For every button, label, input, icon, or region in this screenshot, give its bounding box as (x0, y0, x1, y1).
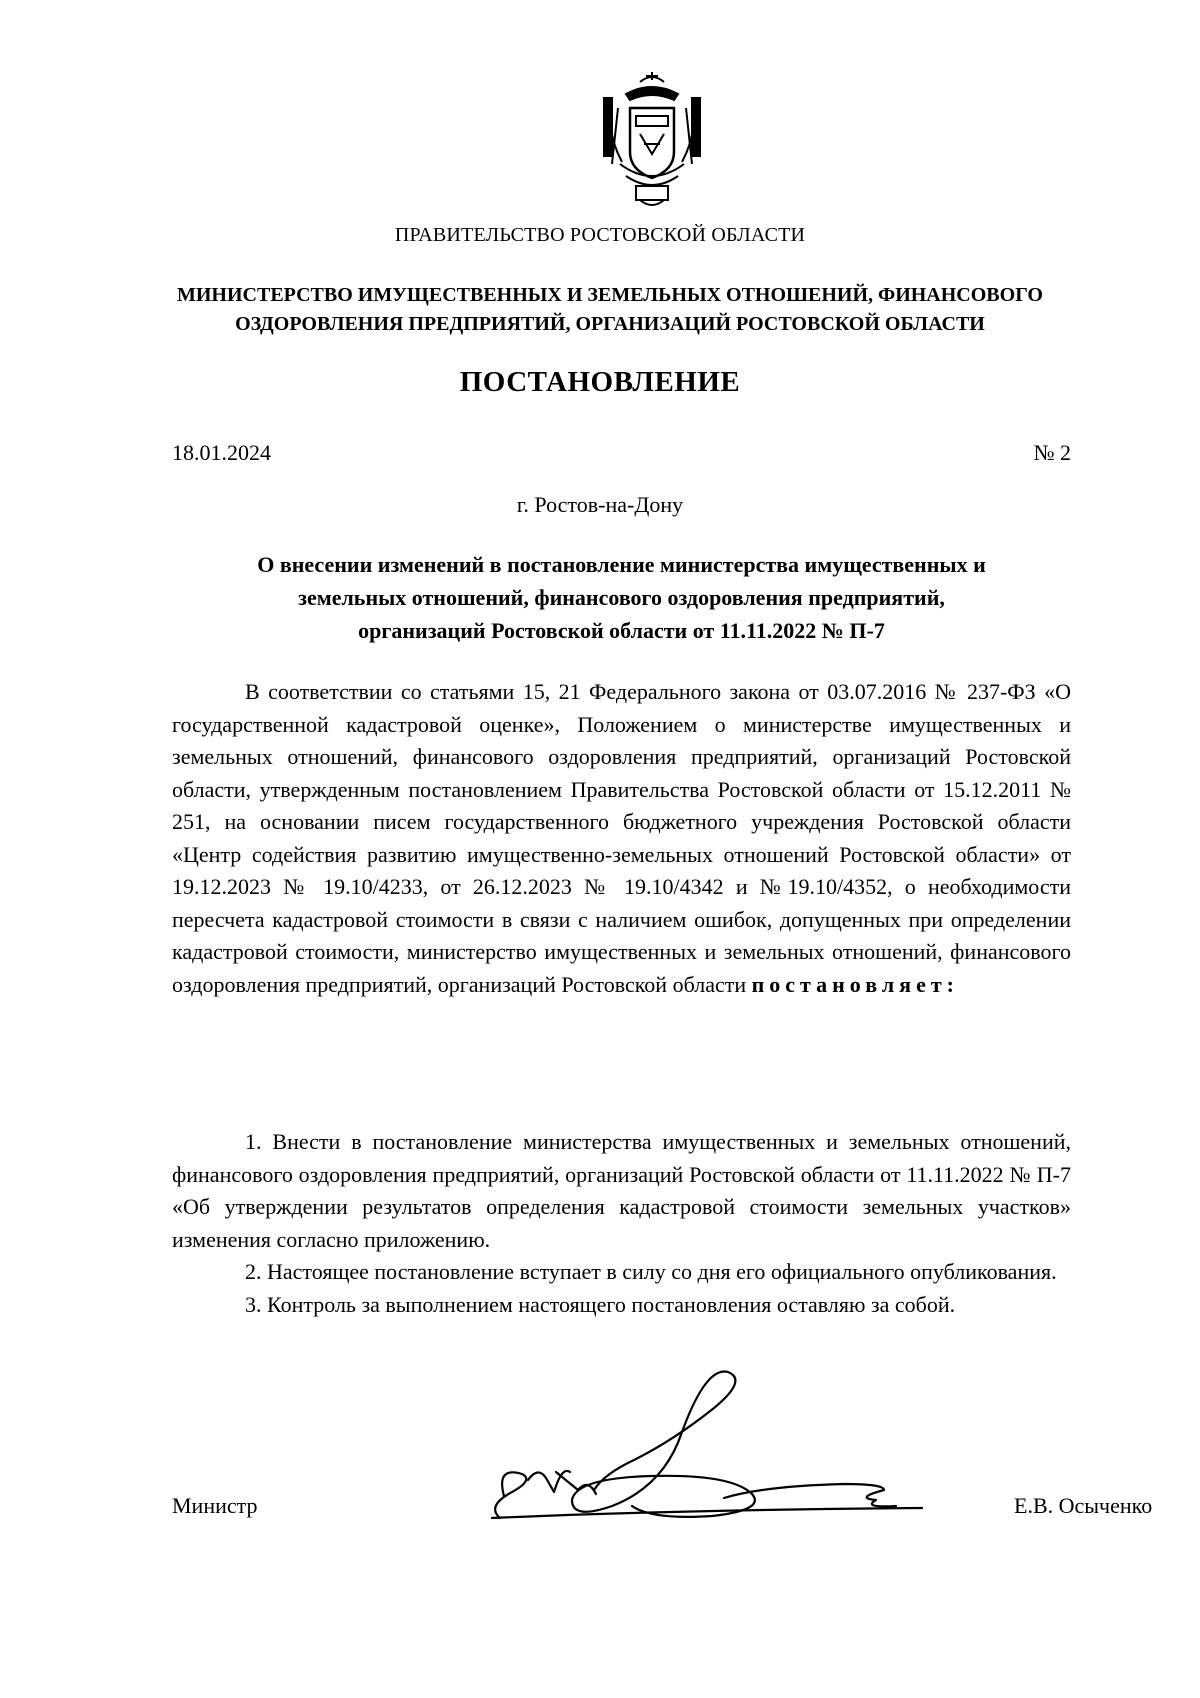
document-type-title: ПОСТАНОВЛЕНИЕ (459, 366, 741, 398)
resolution-item: 2. Настоящее постановление вступает в силу со дня его официального опубликования. (245, 1259, 1057, 1284)
resolution-item: 1. Внести в постановление министерства имущественных и земельных отношений, финансового оздоровления предприятий, организаций Ростовской области от 11.11.2022 № П-7 «Об утверждении результатов определения кадастровой стоимости земельных участков» изменения согласно приложению. (172, 1129, 1071, 1252)
subject-line: О внесении изменений в постановление министерства имущественных и (257, 552, 986, 577)
resolves-word: постановляет: (751, 971, 959, 997)
coat-of-arms-icon (596, 72, 708, 212)
document-city: г. Ростов-на-Дону (516, 492, 684, 517)
preamble-text: В соответствии со статьями 15, 21 Федерального закона от 03.07.2016 № 237-ФЗ «О государственной кадастровой оценке», Положением о министерстве имущественных и земельных отношений, финансового оздоровления предприятий, организаций Ростовской области, утвержденным постановлением Правительства Ростовской области от 15.12.2011 № 251, на основании писем государственного бюджетного учреждения Ростовской области «Центр содействия развитию имущественно-земельных отношений Ростовской области» от 19.12.2023 № 19.10/4233, от 26.12.2023 № 19.10/4342 и №19.10/4352, о необходимости пересчета кадастровой стоимости в связи с наличием ошибок, допущенных при определении кадастровой стоимости, министерство имущественных и земельных отношений, финансового оздоровления предприятий, организаций Ростовской области (172, 679, 1071, 997)
signatory-position: Министр (172, 1493, 258, 1518)
resolution-item: 3. Контроль за выполнением настоящего постановления оставляю за собой. (245, 1291, 956, 1317)
subject-line: земельных отношений, финансового оздоровления предприятий, (298, 585, 945, 610)
ministry-heading-line: МИНИСТЕРСТВО ИМУЩЕСТВЕННЫХ И ЗЕМЕЛЬНЫХ ОТНОШЕНИЙ, ФИНАНСОВОГО (176, 284, 1043, 306)
signatory-name: Е.В. Осыченко (1014, 1493, 1153, 1518)
document-date: 18.01.2024 (172, 440, 271, 465)
document-number: № 2 (1033, 440, 1071, 465)
preamble-paragraph (172, 676, 1071, 1001)
ministry-heading-line: ОЗДОРОВЛЕНИЯ ПРЕДПРИЯТИЙ, ОРГАНИЗАЦИЙ РОСТОВСКОЙ ОБЛАСТИ (235, 313, 985, 335)
resolution-items (172, 1126, 1071, 1321)
signature-icon (484, 1368, 934, 1533)
ministry-heading (150, 281, 1070, 339)
government-heading: ПРАВИТЕЛЬСТВО РОСТОВСКОЙ ОБЛАСТИ (394, 224, 806, 246)
document-subject (172, 548, 1071, 647)
subject-line: организаций Ростовской области от 11.11.2022 № П-7 (358, 618, 885, 643)
